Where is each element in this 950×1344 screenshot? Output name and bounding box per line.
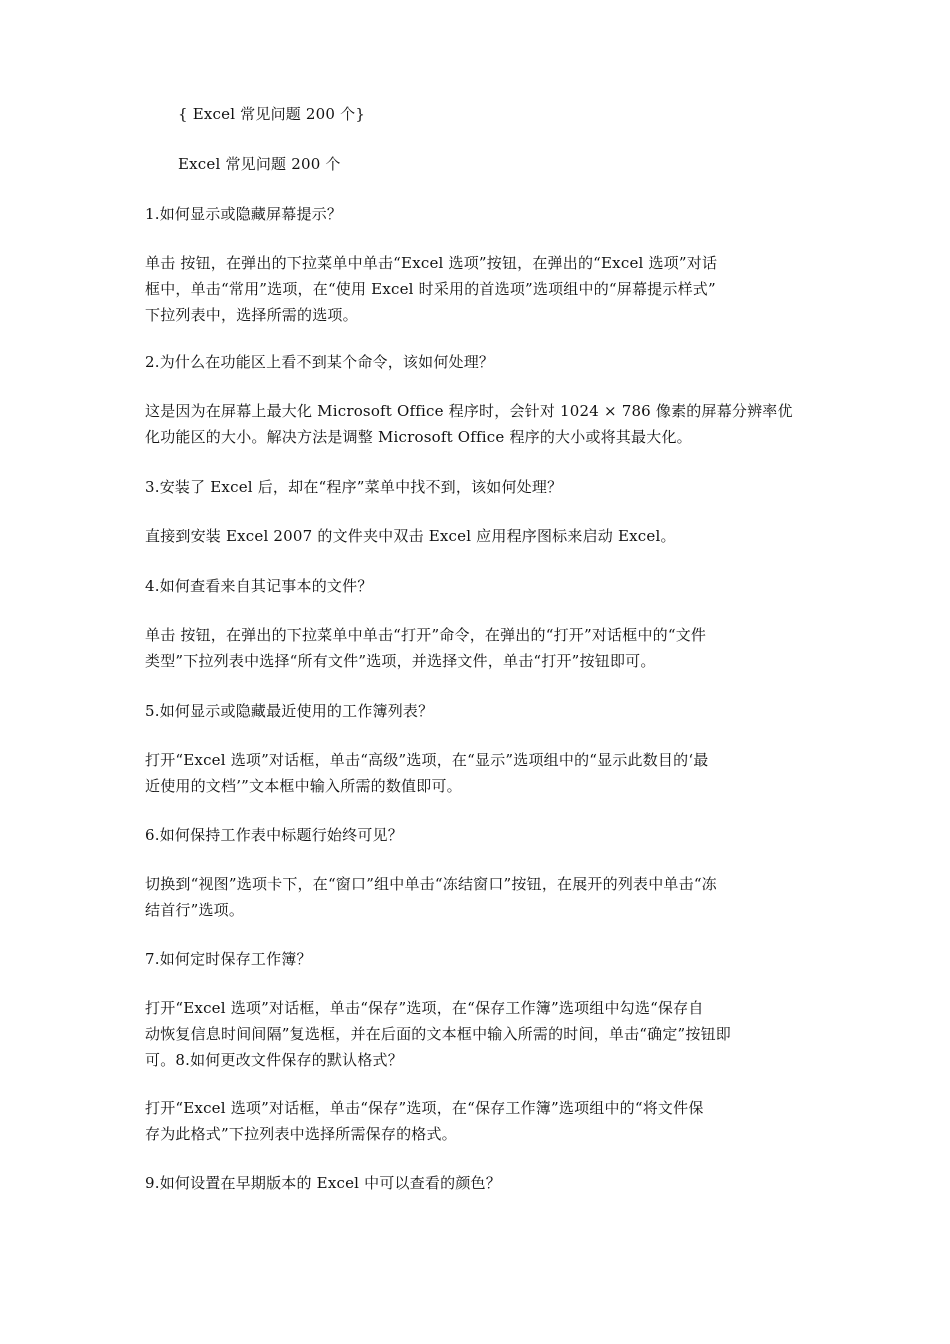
answer-8-line: 打开“Excel 选项”对话框，单击“保存”选项，在“保存工作簿”选项组中的“将文件保	[145, 1099, 704, 1117]
answer-2	[145, 398, 835, 450]
answer-1	[145, 250, 835, 328]
question-2: 2.为什么在功能区上看不到某个命令，该如何处理？	[145, 353, 495, 371]
question-1: 1.如何显示或隐藏屏幕提示？	[145, 205, 343, 223]
answer-7	[145, 995, 835, 1073]
answer-3	[145, 523, 835, 549]
answer-7-line: 打开“Excel 选项”对话框，单击“保存”选项，在“保存工作簿”选项组中勾选“保存自	[145, 999, 704, 1017]
document-header: Excel 常见问题 200 个	[178, 155, 341, 173]
answer-5	[145, 747, 835, 799]
answer-6-line: 切换到“视图”选项卡下，在“窗口”组中单击“冻结窗口”按钮，在展开的列表中单击“冻	[145, 875, 717, 893]
question-4: 4.如何查看来自其记事本的文件？	[145, 577, 373, 595]
answer-5-line: 近使用的文档’”文本框中输入所需的数值即可。	[145, 777, 462, 795]
answer-6	[145, 871, 835, 923]
answer-5-line: 打开“Excel 选项”对话框，单击“高级”选项，在“显示”选项组中的“显示此数目的‘最	[145, 751, 709, 769]
question-9: 9.如何设置在早期版本的 Excel 中可以查看的颜色？	[145, 1174, 501, 1192]
answer-2-line: 化功能区的大小。解决方法是调整 Microsoft Office 程序的大小或将其最大化。	[145, 428, 692, 446]
question-6: 6.如何保持工作表中标题行始终可见？	[145, 826, 403, 844]
answer-8	[145, 1095, 835, 1147]
answer-1-line: 单击 按钮，在弹出的下拉菜单中单击“Excel 选项”按钮，在弹出的“Excel 选项”对话	[145, 254, 718, 272]
answer-8-line: 存为此格式”下拉列表中选择所需保存的格式。	[145, 1125, 457, 1143]
question-5: 5.如何显示或隐藏最近使用的工作簿列表？	[145, 702, 434, 720]
answer-6-line: 结首行”选项。	[145, 901, 245, 919]
answer-4-line: 单击 按钮，在弹出的下拉菜单中单击“打开”命令，在弹出的“打开”对话框中的“文件	[145, 626, 707, 644]
answer-7-line: 可。8.如何更改文件保存的默认格式？	[145, 1051, 403, 1069]
question-3: 3.安装了 Excel 后，却在“程序”菜单中找不到，该如何处理？	[145, 478, 563, 496]
answer-3-line: 直接到安装 Excel 2007 的文件夹中双击 Excel 应用程序图标来启动 Excel。	[145, 527, 676, 545]
answer-4-line: 类型”下拉列表中选择“所有文件”选项，并选择文件，单击“打开”按钮即可。	[145, 652, 656, 670]
answer-4	[145, 622, 835, 674]
answer-2-line: 这是因为在屏幕上最大化 Microsoft Office 程序时，会针对 1024 × 786 像素的屏幕分辨率优	[145, 402, 793, 420]
answer-7-line: 动恢复信息时间间隔”复选框，并在后面的文本框中输入所需的时间，单击“确定”按钮即	[145, 1025, 732, 1043]
question-7: 7.如何定时保存工作簿？	[145, 950, 312, 968]
answer-1-line: 下拉列表中，选择所需的选项。	[145, 306, 358, 324]
answer-1-line: 框中，单击“常用”选项，在“使用 Excel 时采用的首选项”选项组中的“屏幕提示样式”	[145, 280, 716, 298]
document-header-braced: { Excel 常见问题 200 个}	[178, 105, 366, 123]
